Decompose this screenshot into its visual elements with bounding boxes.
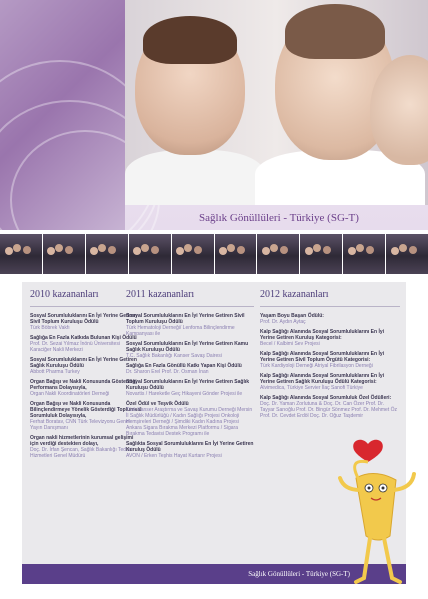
column-heading: 2010 kazananları (30, 288, 99, 300)
heart-mascot-icon (338, 438, 418, 588)
award-title: Sağlığa En Fazla Katkıda Bulunan Kişi Ödülü (30, 335, 137, 341)
award-title: Özel Ödül ve Teşvik Ödülü (126, 401, 189, 407)
award-winner: Doç. Dr. İrfan Şencan, Sağlık Bakanlığı Tedavi Hizmetleri Genel Müdürü (30, 447, 133, 459)
event-photo (300, 234, 342, 274)
award-title: Kalp Sağlığı Alanında Sosyal Sorumluluklarını En İyi Yerine Getiren Kuruluş Kategorisi: (260, 329, 385, 341)
event-photo-strip (0, 234, 428, 274)
winners-column-2011 (126, 282, 254, 463)
award-entry (260, 373, 400, 391)
hero-title: Sağlık Gönüllüleri - Türkiye (SG-T) (199, 212, 359, 224)
award-entry (260, 313, 400, 325)
award-entry (260, 395, 400, 419)
event-photo (0, 234, 42, 274)
event-photo (386, 234, 428, 274)
event-photo (43, 234, 85, 274)
award-winner: T.C. Sağlık Bakanlığı Kanser Savaş Dairesi (126, 353, 222, 359)
award-title: Kalp Sağlığı Alanında Sosyal Sorumluluk Özel Ödülleri: (260, 395, 392, 401)
event-photo (129, 234, 171, 274)
award-title: Kalp Sağlığı Alanında Sosyal Sorumluluklarını En İyi Yerine Getiren Sağlık Kuruluşu Ödülü Kategorisi: (260, 373, 385, 385)
award-title: Kalp Sağlığı Alanında Sosyal Sorumluluklarını En İyi Yerine Getiren Sivil Toplum Örgütü Kategorisi: (260, 351, 385, 363)
award-winner: Prof. Dr. Sezai Yılmaz İnönü Üniversitesi Karaciğer Nakli Merkezi (30, 341, 120, 353)
event-photo (257, 234, 299, 274)
award-entry (126, 441, 254, 459)
award-title: Sosyal Sorumluluklarını En İyi Yerine Getiren Sağlık Kuruluşu Ödülü (30, 357, 137, 369)
award-winner: AVON / Erken Teşhis Hayat Kurtarır Projesi (126, 453, 222, 459)
award-title: Sosyal Sorumluluklarını En İyi Yerine Getiren Kamu Sağlık Kuruluşu Ödülü (126, 341, 249, 353)
award-title: Organ Bağışı ve Nakli Konusunda Bilinçlendirmeye Yönelik Gösterdiği Toplumsal Sorumluluk Dolayısıyla, (30, 401, 142, 419)
award-winner: Alvimedica, Türkiye Servier İlaç Sanofi Türkiye (260, 385, 363, 391)
award-entry (260, 329, 400, 347)
award-winner: Organ Nakli Koordinatörleri Derneği (30, 391, 110, 397)
award-title: Sosyal Sorumluluklarını En İyi Yerine Getiren Sivil Toplum Kuruluşu Ödülü (126, 313, 245, 325)
award-winner: Türk Böbrek Vakfı (30, 325, 70, 331)
award-winner: Türk Kanser Araştırma ve Savaş Kurumu Derneği Mersin İl Sağlık Müdürlüğü / Kadın Sağlığı Projesi Onkoloji Hemşireleri Derneği / Şimdiki Kadın Kadına Projesi Ankara Sigara Bırakma Merkezi Platformu / Sigara Bırakma Tedavisi Destek Programı ile (126, 407, 253, 437)
award-winner: Türk Hematoloji Derneği/ Lenfoma Bilinçlendirme Kampanyası ile (126, 325, 235, 337)
award-winner: Novartis / Hareketle Geç Hikayeni Gönder Projesi ile (126, 391, 243, 397)
hero-decorative-panel (0, 0, 125, 230)
award-entry (126, 363, 254, 375)
award-entry (126, 313, 254, 337)
event-photo (343, 234, 385, 274)
award-title: Yaşam Boyu Başarı Ödülü: (260, 313, 324, 319)
award-entry (126, 379, 254, 397)
award-title: Sosyal Sorumluluklarını En İyi Yerine Getiren Sivil Toplum Kuruluşu Ödülü (30, 313, 137, 325)
children-photo (125, 0, 428, 205)
award-title: Sağlığa En Fazla Gönüllü Katkı Yapan Kişi Ödülü (126, 363, 242, 369)
award-winner: Ferhat Boratav, CNN Türk Televizyonu Genel Yayın Danışmanı (30, 419, 130, 431)
footer-text: Sağlık Gönüllüleri - Türkiye (SG-T) (248, 570, 350, 578)
event-photo (86, 234, 128, 274)
award-winner: Dr. Sharon Erel Prof. Dr. Osman İnan (126, 369, 209, 375)
award-title: Organ nakli hizmetlerinin kurumsal gelişimi için verdiği destekten dolayı, (30, 435, 134, 447)
column-heading: 2011 kazananları (126, 288, 195, 300)
column-heading: 2012 kazananları (260, 288, 329, 300)
event-photo (215, 234, 257, 274)
award-title: Sağlıkta Sosyal Sorumluluklarını En İyi Yerine Getiren Kuruluş Ödülü (126, 441, 254, 453)
award-entry (126, 341, 254, 359)
award-winner: Prof. Dr. Aydın Aytaç (260, 319, 306, 325)
award-title: Organ Bağışı ve Nakli Konusunda Gösterdiği Performans Dolayısıyla, (30, 379, 137, 391)
winners-column-2012 (260, 282, 400, 423)
award-entry (260, 351, 400, 369)
award-entry (126, 401, 254, 437)
award-title: Sosyal Sorumluluklarını En İyi Yerine Getiren Sağlık Kuruluşu Ödülü (126, 379, 250, 391)
award-winner: Türk Kardiyoloji Derneği Atriyal Fibrilasyon Derneği (260, 363, 373, 369)
award-winner: Doç. Dr. Yaman Zorlutuna & Doç. Dr. Can Özer Prof. Dr. Tayyar Sarıoğlu Prof. Dr. Bingür Sönmez Prof. Dr. Mehmet Öz Prof. Dr. Cevdet Erdöl Doç. Dr. Oğuz Taşdemir (260, 401, 397, 419)
award-winner: Becel / Kalbimi Sev Projesi (260, 341, 320, 347)
event-photo (172, 234, 214, 274)
award-winner: Abbott Pharma Turkey (30, 369, 80, 375)
hero-banner (0, 0, 428, 230)
